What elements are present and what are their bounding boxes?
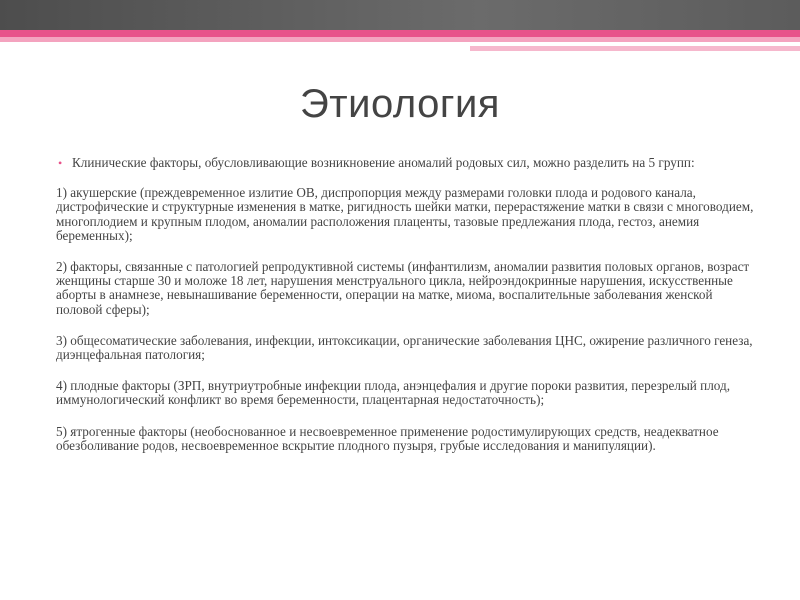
slide-body <box>56 156 756 453</box>
list-item: 2) факторы, связанные с патологией репродуктивной системы (инфантилизм, аномалии развития половых органов, возраст женщины старше 30 и моложе 18 лет, нарушения менструального цикла, нейроэндокринные нарушения, искусственные аборты в анамнезе, невынашивание беременности, операции на матке, миома, воспалительные заболевания женской половой сферы); <box>56 259 750 317</box>
list-item: 5) ятрогенные факторы (необоснованное и несвоевременное применение родостимулирующих средств, неадекватное обезболивание родов, несвоевременное вскрытие плодного пузыря, грубые исследования и манипуляции). <box>56 423 719 453</box>
header-band-shade <box>0 0 800 30</box>
list-item: 1) акушерские (преждевременное излитие ОВ, диспропорция между размерами головки плода и родового канала, дистрофические и структурные изменения в матке, ригидность шейки матки, перерастяжение матки в связи с многоводием, многоплодием и крупным плодом, аномалии расположения плаценты, тазовые предлежания плода, гестоз, анемия беременных); <box>56 185 754 243</box>
accent-stripe-primary <box>0 30 800 37</box>
accent-stripe-secondary <box>0 37 800 42</box>
intro-bullet <box>60 156 756 170</box>
accent-stripe-tertiary <box>470 46 800 51</box>
list-item: 4) плодные факторы (ЗРП, внутриутробные инфекции плода, анэнцефалия и другие пороки развития, перезрелый плод, иммунологический конфликт во время беременности, плацентарная недостаточность); <box>56 378 731 408</box>
list-item: 3) общесоматические заболевания, инфекции, интоксикации, органические заболевания ЦНС, ожирение различного генеза, диэнцефальная патология; <box>56 332 753 363</box>
slide-title: Этиология <box>300 82 500 126</box>
intro-text: Клинические факторы, обусловливающие возникновение аномалий родовых сил, можно разделить на 5 групп: <box>72 155 695 170</box>
bullet-icon: • <box>58 156 63 170</box>
